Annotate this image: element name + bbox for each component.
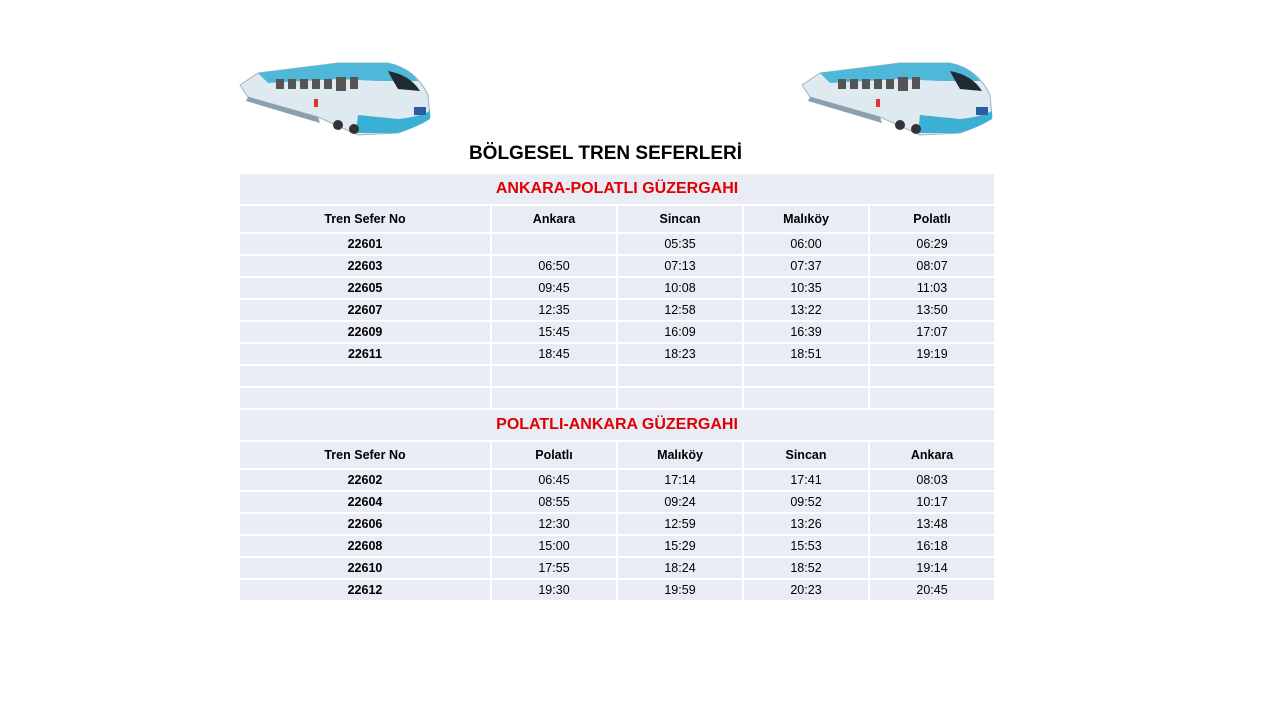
time-cell: 07:37 bbox=[743, 255, 869, 277]
time-cell bbox=[743, 387, 869, 409]
time-cell: 15:00 bbox=[491, 535, 617, 557]
table-row bbox=[239, 387, 995, 409]
time-cell: 08:55 bbox=[491, 491, 617, 513]
column-header-station: Malıköy bbox=[743, 205, 869, 233]
table-row bbox=[239, 579, 995, 601]
time-cell: 18:52 bbox=[743, 557, 869, 579]
time-cell: 16:39 bbox=[743, 321, 869, 343]
time-cell: 09:45 bbox=[491, 277, 617, 299]
table-row bbox=[239, 535, 995, 557]
table-row bbox=[239, 233, 995, 255]
time-cell: 09:24 bbox=[617, 491, 743, 513]
table-row bbox=[239, 469, 995, 491]
table-row bbox=[239, 557, 995, 579]
time-cell bbox=[491, 387, 617, 409]
train-number-cell: 22610 bbox=[239, 557, 491, 579]
column-header-station: Ankara bbox=[869, 441, 995, 469]
time-cell: 15:53 bbox=[743, 535, 869, 557]
time-cell: 19:59 bbox=[617, 579, 743, 601]
column-header-station: Sincan bbox=[617, 205, 743, 233]
column-header-station: Ankara bbox=[491, 205, 617, 233]
time-cell: 10:08 bbox=[617, 277, 743, 299]
train-image-right bbox=[800, 55, 996, 139]
column-header-train-no: Tren Sefer No bbox=[239, 441, 491, 469]
table-row bbox=[239, 321, 995, 343]
time-cell: 17:14 bbox=[617, 469, 743, 491]
time-cell: 19:30 bbox=[491, 579, 617, 601]
header-row bbox=[239, 441, 995, 469]
train-number-cell: 22602 bbox=[239, 469, 491, 491]
time-cell: 12:35 bbox=[491, 299, 617, 321]
time-cell: 18:23 bbox=[617, 343, 743, 365]
time-cell: 17:07 bbox=[869, 321, 995, 343]
time-cell bbox=[617, 365, 743, 387]
train-image-left bbox=[238, 55, 434, 139]
train-number-cell bbox=[239, 365, 491, 387]
time-cell: 13:50 bbox=[869, 299, 995, 321]
time-cell bbox=[869, 365, 995, 387]
route-title: ANKARA-POLATLI GÜZERGAHI bbox=[239, 173, 995, 205]
time-cell: 10:35 bbox=[743, 277, 869, 299]
time-cell: 19:19 bbox=[869, 343, 995, 365]
time-cell: 13:48 bbox=[869, 513, 995, 535]
time-cell: 20:45 bbox=[869, 579, 995, 601]
time-cell: 10:17 bbox=[869, 491, 995, 513]
column-header-station: Polatlı bbox=[869, 205, 995, 233]
time-cell: 20:23 bbox=[743, 579, 869, 601]
train-number-cell: 22603 bbox=[239, 255, 491, 277]
time-cell: 12:59 bbox=[617, 513, 743, 535]
train-number-cell: 22606 bbox=[239, 513, 491, 535]
table-row bbox=[239, 513, 995, 535]
table-row bbox=[239, 277, 995, 299]
route-title: POLATLI-ANKARA GÜZERGAHI bbox=[239, 409, 995, 441]
route-title-row bbox=[239, 173, 995, 205]
train-number-cell: 22601 bbox=[239, 233, 491, 255]
time-cell: 08:07 bbox=[869, 255, 995, 277]
train-number-cell: 22608 bbox=[239, 535, 491, 557]
time-cell bbox=[491, 233, 617, 255]
time-cell: 06:45 bbox=[491, 469, 617, 491]
time-cell: 08:03 bbox=[869, 469, 995, 491]
time-cell: 17:55 bbox=[491, 557, 617, 579]
table-row bbox=[239, 255, 995, 277]
train-number-cell: 22605 bbox=[239, 277, 491, 299]
time-cell bbox=[617, 387, 743, 409]
time-cell: 19:14 bbox=[869, 557, 995, 579]
train-number-cell: 22611 bbox=[239, 343, 491, 365]
route-title-row bbox=[239, 409, 995, 441]
header-row bbox=[239, 205, 995, 233]
train-number-cell: 22612 bbox=[239, 579, 491, 601]
time-cell bbox=[491, 365, 617, 387]
time-cell: 18:24 bbox=[617, 557, 743, 579]
table-row bbox=[239, 299, 995, 321]
time-cell: 15:45 bbox=[491, 321, 617, 343]
time-cell: 07:13 bbox=[617, 255, 743, 277]
time-cell bbox=[743, 365, 869, 387]
time-cell: 09:52 bbox=[743, 491, 869, 513]
page-title: BÖLGESEL TREN SEFERLERİ bbox=[468, 143, 743, 164]
time-cell: 18:45 bbox=[491, 343, 617, 365]
time-cell: 06:29 bbox=[869, 233, 995, 255]
train-number-cell: 22609 bbox=[239, 321, 491, 343]
time-cell: 17:41 bbox=[743, 469, 869, 491]
column-header-station: Polatlı bbox=[491, 441, 617, 469]
column-header-station: Sincan bbox=[743, 441, 869, 469]
time-cell: 18:51 bbox=[743, 343, 869, 365]
time-cell bbox=[869, 387, 995, 409]
time-cell: 15:29 bbox=[617, 535, 743, 557]
time-cell: 12:58 bbox=[617, 299, 743, 321]
time-cell: 11:03 bbox=[869, 277, 995, 299]
time-cell: 13:26 bbox=[743, 513, 869, 535]
train-number-cell: 22607 bbox=[239, 299, 491, 321]
column-header-train-no: Tren Sefer No bbox=[239, 205, 491, 233]
train-number-cell bbox=[239, 387, 491, 409]
time-cell: 16:18 bbox=[869, 535, 995, 557]
table-row bbox=[239, 343, 995, 365]
time-cell: 16:09 bbox=[617, 321, 743, 343]
table-row bbox=[239, 365, 995, 387]
time-cell: 05:35 bbox=[617, 233, 743, 255]
time-cell: 13:22 bbox=[743, 299, 869, 321]
timetable bbox=[238, 172, 996, 602]
column-header-station: Malıköy bbox=[617, 441, 743, 469]
time-cell: 12:30 bbox=[491, 513, 617, 535]
time-cell: 06:50 bbox=[491, 255, 617, 277]
time-cell: 06:00 bbox=[743, 233, 869, 255]
table-row bbox=[239, 491, 995, 513]
train-number-cell: 22604 bbox=[239, 491, 491, 513]
